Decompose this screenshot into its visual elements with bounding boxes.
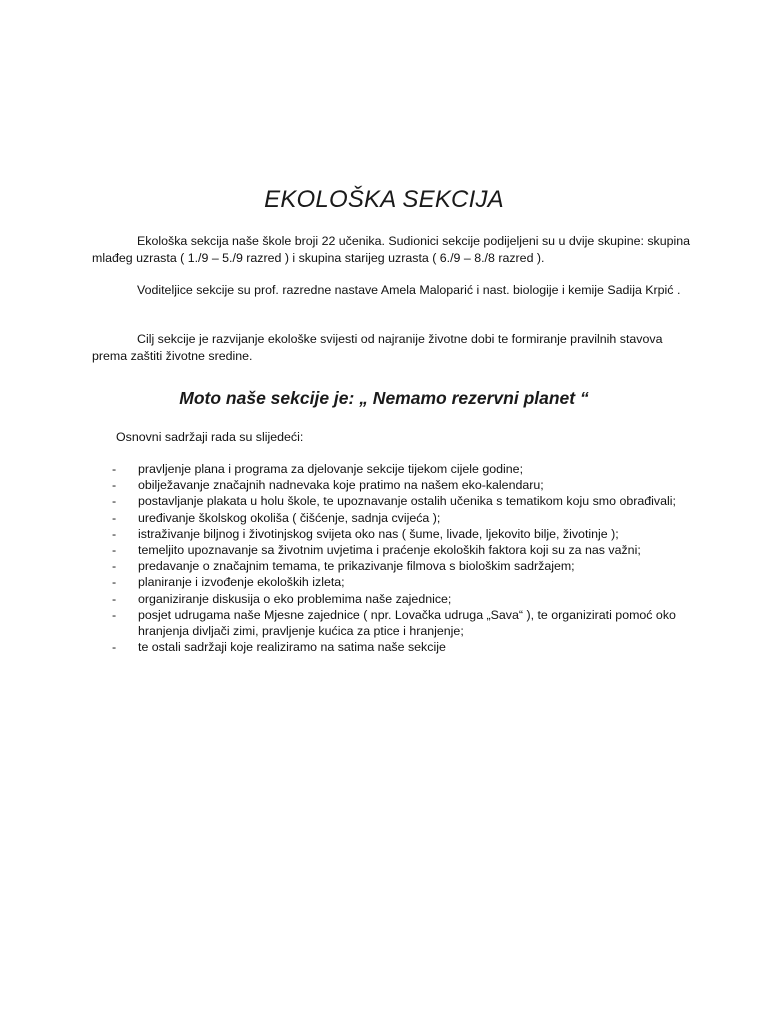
bullet-dash: - — [112, 575, 117, 590]
bullet-dash: - — [112, 478, 117, 493]
list-item-text: temeljito upoznavanje sa životnim uvjetima i praćenje ekoloških faktora koji su za nas važni; — [138, 543, 641, 558]
motto-heading: Moto naše sekcije je: „ Nemamo rezervni planet “ — [179, 388, 589, 408]
list-item — [112, 493, 692, 509]
bullet-dash: - — [112, 543, 117, 558]
list-item-text: uređivanje školskog okoliša ( čišćenje, sadnja cvijeća ); — [138, 510, 441, 525]
bullet-dash: - — [112, 494, 117, 509]
bullet-dash: - — [112, 526, 117, 541]
list-item — [112, 542, 692, 558]
bullet-dash: - — [112, 607, 117, 622]
list-item-text: organiziranje diskusija o eko problemima naše zajednice; — [138, 591, 452, 606]
list-item-text: postavljanje plakata u holu škole, te upoznavanje ostalih učenika s tematikom koju smo obrađivali; — [138, 494, 676, 509]
list-item-text: istraživanje biljnog i životinjskog svijeta oko nas ( šume, livade, ljekovito bilje, životinje ); — [138, 526, 619, 541]
list-item — [112, 639, 692, 655]
bullet-dash: - — [112, 640, 117, 655]
list-item — [112, 510, 692, 526]
activities-list — [112, 461, 692, 655]
list-intro: Osnovni sadržaji rada su slijedeći: — [116, 430, 304, 444]
list-item — [112, 461, 692, 477]
list-item — [112, 574, 692, 590]
bullet-dash: - — [112, 510, 117, 525]
paragraph-members: Ekološka sekcija naše škole broji 22 učenika. Sudionici sekcije podijeljeni su u dvije skupine: skupina mlađeg uzrasta ( 1./9 – 5./9 razred ) i skupina starijeg uzrasta ( 6./9 – 8./8 razred ). — [92, 234, 691, 265]
bullet-dash: - — [112, 559, 117, 574]
list-item-text: predavanje o značajnim temama, te prikazivanje filmova s biološkim sadržajem; — [138, 559, 575, 574]
paragraph-goal: Cilj sekcije je razvijanje ekološke svijesti od najranije životne dobi te formiranje pravilnih stavova prema zaštiti životne sredine. — [92, 332, 663, 363]
list-item-text: posjet udrugama naše Mjesne zajednice ( npr. Lovačka udruga „Sava“ ), te organizirati pomoć oko hranjenja divljači zimi, pravljenje kućica za ptice i hranjenje; — [138, 607, 676, 639]
list-item — [112, 607, 692, 639]
document-title: EKOLOŠKA SEKCIJA — [264, 186, 504, 213]
list-item — [112, 477, 692, 493]
bullet-dash: - — [112, 462, 117, 476]
bullet-dash: - — [112, 591, 117, 606]
list-item — [112, 558, 692, 574]
list-item — [112, 591, 692, 607]
list-item-text: planiranje i izvođenje ekoloških izleta; — [138, 575, 345, 590]
list-item-text: te ostali sadržaji koje realiziramo na satima naše sekcije — [138, 640, 446, 655]
list-item — [112, 526, 692, 542]
list-item-text: pravljenje plana i programa za djelovanje sekcije tijekom cijele godine; — [138, 462, 524, 476]
list-item-text: obilježavanje značajnih nadnevaka koje pratimo na našem eko-kalendaru; — [138, 478, 544, 493]
paragraph-leaders: Voditeljice sekcije su prof. razredne nastave Amela Maloparić i nast. biologije i kemije Sadija Krpić . — [137, 283, 681, 297]
